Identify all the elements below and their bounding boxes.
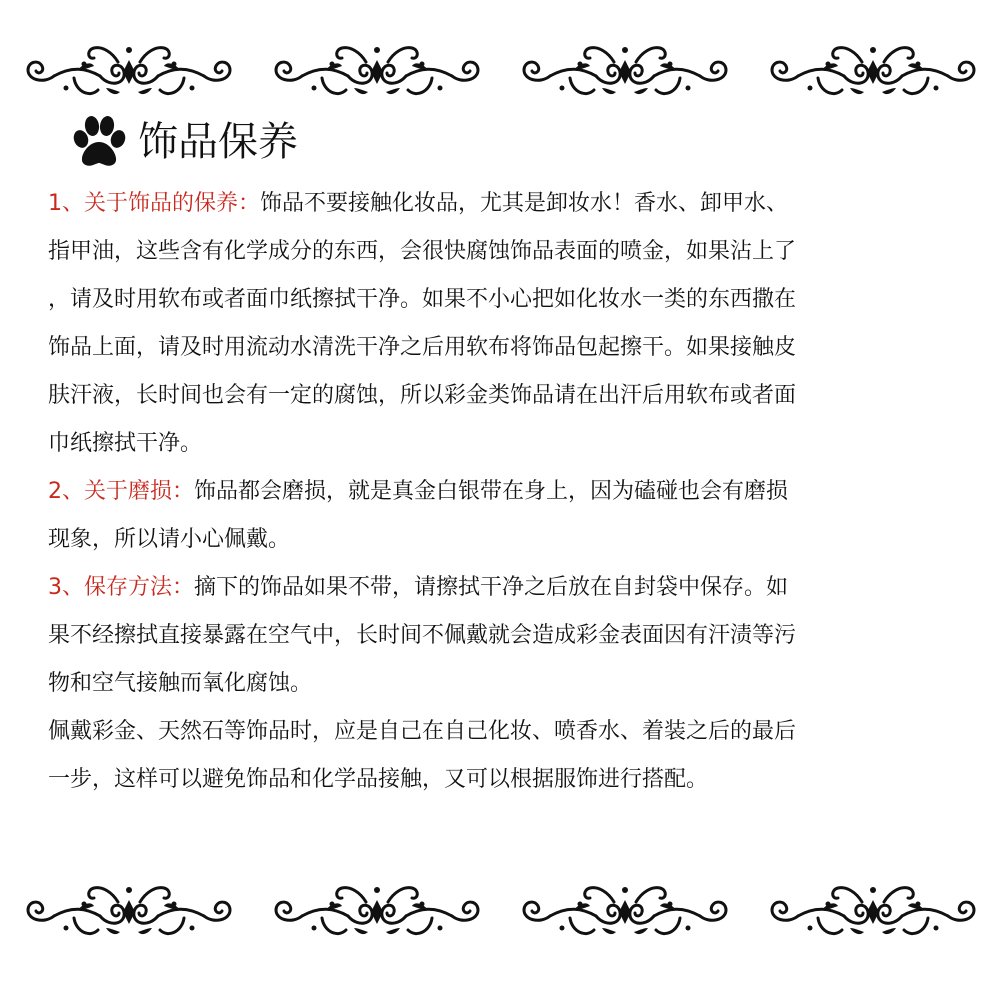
scroll-ornament-icon (510, 32, 740, 112)
scroll-ornament-icon (14, 872, 244, 952)
section-1-heading: 1、关于饰品的保养： (48, 191, 260, 216)
bottom-ornament-row (0, 872, 1000, 952)
scroll-ornament-icon (510, 872, 740, 952)
section-3 (48, 564, 960, 708)
care-content (48, 180, 960, 804)
page-title: 饰品保养 (138, 119, 298, 165)
top-ornament-row (0, 32, 1000, 112)
title-block (68, 112, 298, 172)
closing-paragraph: 佩戴彩金、天然石等饰品时，应是自己在自己化妆、喷香水、着装之后的最后 一步，这样可以避免饰品和化学品接触，又可以根据服饰进行搭配。 (48, 719, 797, 792)
scroll-ornament-icon (14, 32, 244, 112)
section-1-body: 饰品不要接触化妆品，尤其是卸妆水！香水、卸甲水、 指甲油，这些含有化学成分的东西，会很快腐蚀饰品表面的喷金，如果沾上了 ，请及时用软布或者面巾纸擦拭干净。如果不小心把如化妆水一类的东西撒在 饰品上面，请及时用流动水清洗干净之后用软布将饰品包起擦干。如果接触皮 肤汗液，长时间也会有一定的腐蚀，所以彩金类饰品请在出汗后用软布或者面 巾纸擦拭干净。 (48, 191, 797, 456)
section-2-heading: 2、关于磨损： (48, 479, 194, 504)
scroll-ornament-icon (758, 32, 988, 112)
scroll-ornament-icon (758, 872, 988, 952)
section-2-body: 饰品都会磨损，就是真金白银带在身上，因为磕碰也会有磨损 现象，所以请小心佩戴。 (48, 479, 789, 552)
section-2 (48, 468, 960, 564)
paw-icon (68, 111, 130, 173)
section-3-heading: 3、保存方法： (48, 575, 194, 600)
scroll-ornament-icon (262, 872, 492, 952)
scroll-ornament-icon (262, 32, 492, 112)
section-1 (48, 180, 960, 468)
section-3-body: 摘下的饰品如果不带，请擦拭干净之后放在自封袋中保存。如 果不经擦拭直接暴露在空气中，长时间不佩戴就会造成彩金表面因有汗渍等污 物和空气接触而氧化腐蚀。 (48, 575, 797, 696)
